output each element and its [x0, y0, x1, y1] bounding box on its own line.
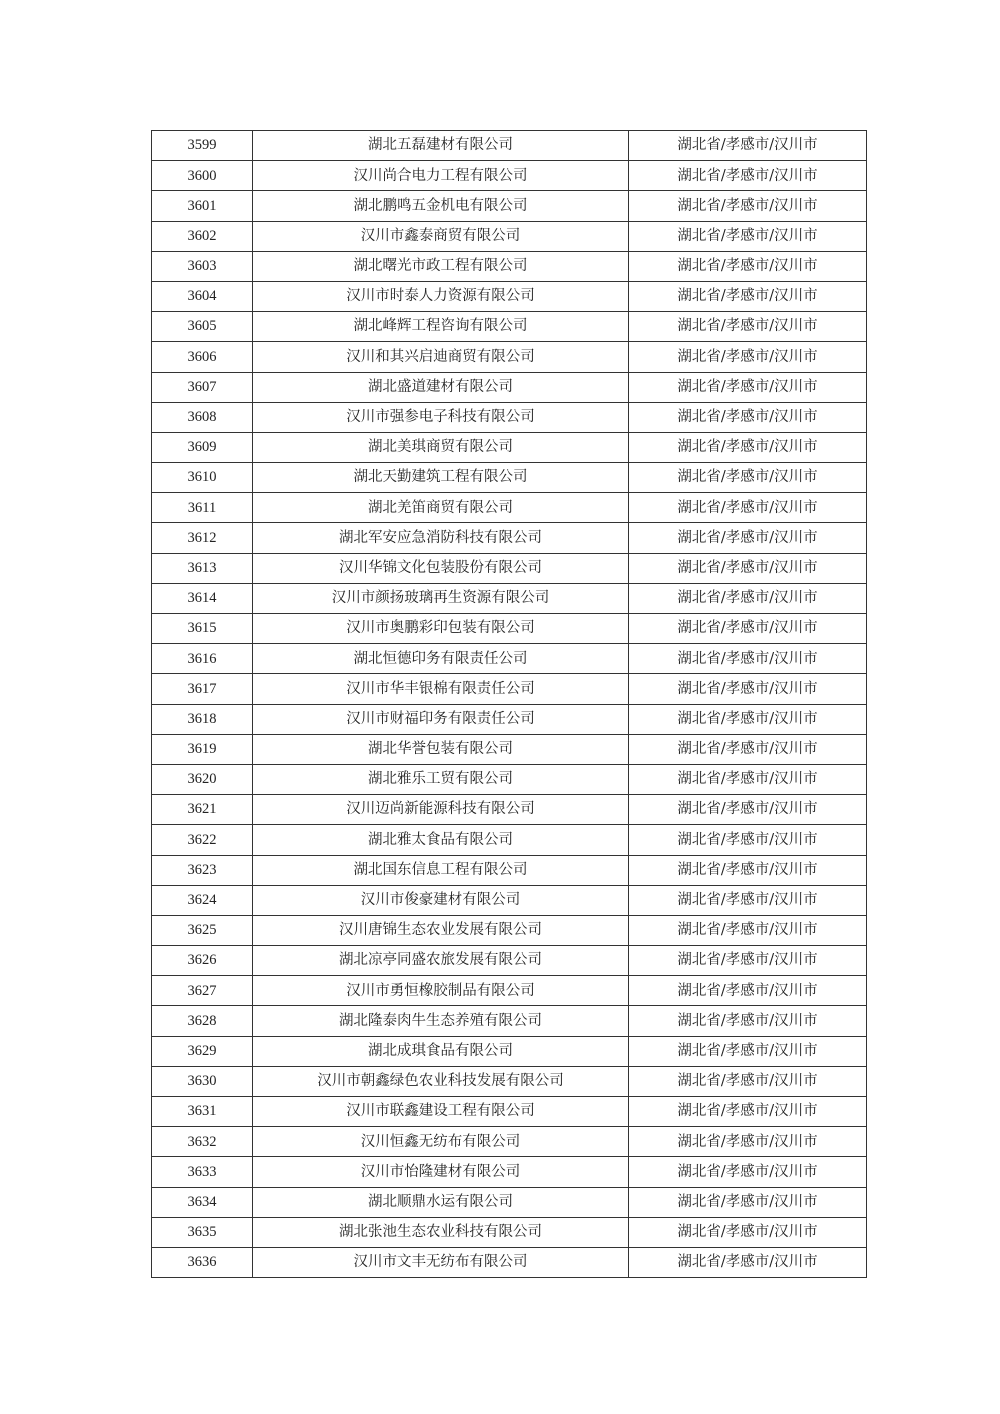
- region-cell: 湖北省/孝感市/汉川市: [629, 432, 867, 462]
- table-row: [152, 614, 867, 644]
- row-number-cell: 3634: [152, 1187, 253, 1217]
- region-cell: 湖北省/孝感市/汉川市: [629, 312, 867, 342]
- region-cell: 湖北省/孝感市/汉川市: [629, 131, 867, 161]
- table-row: [152, 342, 867, 372]
- row-number-cell: 3635: [152, 1217, 253, 1247]
- region-cell: 湖北省/孝感市/汉川市: [629, 644, 867, 674]
- row-number-cell: 3600: [152, 161, 253, 191]
- company-name-cell: 汉川市鑫泰商贸有限公司: [253, 221, 629, 251]
- table-row: [152, 704, 867, 734]
- row-number-cell: 3611: [152, 493, 253, 523]
- row-number-cell: 3621: [152, 795, 253, 825]
- table-row: [152, 1097, 867, 1127]
- company-name-cell: 湖北华誉包装有限公司: [253, 734, 629, 764]
- region-cell: 湖北省/孝感市/汉川市: [629, 251, 867, 281]
- table-row: [152, 312, 867, 342]
- row-number-cell: 3612: [152, 523, 253, 553]
- company-name-cell: 湖北美琪商贸有限公司: [253, 432, 629, 462]
- table-row: [152, 644, 867, 674]
- region-cell: 湖北省/孝感市/汉川市: [629, 1187, 867, 1217]
- company-name-cell: 汉川市怡隆建材有限公司: [253, 1157, 629, 1187]
- company-name-cell: 湖北羌笛商贸有限公司: [253, 493, 629, 523]
- region-cell: 湖北省/孝感市/汉川市: [629, 976, 867, 1006]
- region-cell: 湖北省/孝感市/汉川市: [629, 402, 867, 432]
- region-cell: 湖北省/孝感市/汉川市: [629, 1036, 867, 1066]
- row-number-cell: 3619: [152, 734, 253, 764]
- company-name-cell: 汉川唐锦生态农业发展有限公司: [253, 915, 629, 945]
- row-number-cell: 3633: [152, 1157, 253, 1187]
- table-row: [152, 946, 867, 976]
- row-number-cell: 3628: [152, 1006, 253, 1036]
- row-number-cell: 3599: [152, 131, 253, 161]
- region-cell: 湖北省/孝感市/汉川市: [629, 946, 867, 976]
- row-number-cell: 3627: [152, 976, 253, 1006]
- region-cell: 湖北省/孝感市/汉川市: [629, 161, 867, 191]
- table-row: [152, 161, 867, 191]
- row-number-cell: 3617: [152, 674, 253, 704]
- table-row: [152, 281, 867, 311]
- table-row: [152, 432, 867, 462]
- table-row: [152, 402, 867, 432]
- row-number-cell: 3618: [152, 704, 253, 734]
- company-name-cell: 湖北雅太食品有限公司: [253, 825, 629, 855]
- table-row: [152, 795, 867, 825]
- company-name-cell: 湖北凉亭同盛农旅发展有限公司: [253, 946, 629, 976]
- region-cell: 湖北省/孝感市/汉川市: [629, 1006, 867, 1036]
- region-cell: 湖北省/孝感市/汉川市: [629, 553, 867, 583]
- company-name-cell: 汉川市强参电子科技有限公司: [253, 402, 629, 432]
- company-name-cell: 汉川和其兴启迪商贸有限公司: [253, 342, 629, 372]
- row-number-cell: 3603: [152, 251, 253, 281]
- region-cell: 湖北省/孝感市/汉川市: [629, 1097, 867, 1127]
- company-name-cell: 湖北天勤建筑工程有限公司: [253, 463, 629, 493]
- table-row: [152, 1247, 867, 1277]
- table-row: [152, 1127, 867, 1157]
- table-row: [152, 1217, 867, 1247]
- company-name-cell: 湖北五磊建材有限公司: [253, 131, 629, 161]
- company-name-cell: 汉川恒鑫无纺布有限公司: [253, 1127, 629, 1157]
- company-name-cell: 汉川迈尚新能源科技有限公司: [253, 795, 629, 825]
- row-number-cell: 3610: [152, 463, 253, 493]
- company-name-cell: 湖北隆泰肉牛生态养殖有限公司: [253, 1006, 629, 1036]
- row-number-cell: 3609: [152, 432, 253, 462]
- row-number-cell: 3616: [152, 644, 253, 674]
- row-number-cell: 3615: [152, 614, 253, 644]
- table-row: [152, 734, 867, 764]
- company-name-cell: 湖北国东信息工程有限公司: [253, 855, 629, 885]
- table-row: [152, 825, 867, 855]
- region-cell: 湖北省/孝感市/汉川市: [629, 704, 867, 734]
- row-number-cell: 3630: [152, 1066, 253, 1096]
- company-name-cell: 湖北峰辉工程咨询有限公司: [253, 312, 629, 342]
- row-number-cell: 3605: [152, 312, 253, 342]
- company-name-cell: 汉川市颜扬玻璃再生资源有限公司: [253, 583, 629, 613]
- row-number-cell: 3614: [152, 583, 253, 613]
- table-row: [152, 855, 867, 885]
- table-row: [152, 191, 867, 221]
- company-list-table: [151, 130, 867, 1278]
- row-number-cell: 3625: [152, 915, 253, 945]
- table-row: [152, 523, 867, 553]
- table-row: [152, 493, 867, 523]
- table-row: [152, 915, 867, 945]
- table-row: [152, 372, 867, 402]
- region-cell: 湖北省/孝感市/汉川市: [629, 221, 867, 251]
- row-number-cell: 3629: [152, 1036, 253, 1066]
- table-row: [152, 764, 867, 794]
- region-cell: 湖北省/孝感市/汉川市: [629, 1157, 867, 1187]
- region-cell: 湖北省/孝感市/汉川市: [629, 523, 867, 553]
- region-cell: 湖北省/孝感市/汉川市: [629, 583, 867, 613]
- row-number-cell: 3601: [152, 191, 253, 221]
- region-cell: 湖北省/孝感市/汉川市: [629, 191, 867, 221]
- table-row: [152, 463, 867, 493]
- row-number-cell: 3632: [152, 1127, 253, 1157]
- row-number-cell: 3631: [152, 1097, 253, 1127]
- region-cell: 湖北省/孝感市/汉川市: [629, 1066, 867, 1096]
- region-cell: 湖北省/孝感市/汉川市: [629, 674, 867, 704]
- region-cell: 湖北省/孝感市/汉川市: [629, 463, 867, 493]
- row-number-cell: 3604: [152, 281, 253, 311]
- company-name-cell: 汉川市时泰人力资源有限公司: [253, 281, 629, 311]
- company-name-cell: 湖北军安应急消防科技有限公司: [253, 523, 629, 553]
- row-number-cell: 3636: [152, 1247, 253, 1277]
- table-row: [152, 1006, 867, 1036]
- table-row: [152, 553, 867, 583]
- table-row: [152, 251, 867, 281]
- table-row: [152, 583, 867, 613]
- company-name-cell: 湖北雅乐工贸有限公司: [253, 764, 629, 794]
- table-row: [152, 885, 867, 915]
- row-number-cell: 3624: [152, 885, 253, 915]
- row-number-cell: 3608: [152, 402, 253, 432]
- region-cell: 湖北省/孝感市/汉川市: [629, 734, 867, 764]
- table-row: [152, 131, 867, 161]
- company-name-cell: 汉川市勇恒橡胶制品有限公司: [253, 976, 629, 1006]
- company-name-cell: 汉川市文丰无纺布有限公司: [253, 1247, 629, 1277]
- company-name-cell: 湖北盛道建材有限公司: [253, 372, 629, 402]
- company-name-cell: 湖北张池生态农业科技有限公司: [253, 1217, 629, 1247]
- company-name-cell: 汉川市华丰银棉有限责任公司: [253, 674, 629, 704]
- row-number-cell: 3606: [152, 342, 253, 372]
- row-number-cell: 3620: [152, 764, 253, 794]
- company-name-cell: 汉川市奥鹏彩印包装有限公司: [253, 614, 629, 644]
- region-cell: 湖北省/孝感市/汉川市: [629, 614, 867, 644]
- region-cell: 湖北省/孝感市/汉川市: [629, 1247, 867, 1277]
- table-body: [152, 131, 867, 1278]
- row-number-cell: 3613: [152, 553, 253, 583]
- region-cell: 湖北省/孝感市/汉川市: [629, 281, 867, 311]
- region-cell: 湖北省/孝感市/汉川市: [629, 342, 867, 372]
- company-name-cell: 湖北鹏鸣五金机电有限公司: [253, 191, 629, 221]
- region-cell: 湖北省/孝感市/汉川市: [629, 372, 867, 402]
- table-row: [152, 674, 867, 704]
- company-name-cell: 汉川尚合电力工程有限公司: [253, 161, 629, 191]
- row-number-cell: 3622: [152, 825, 253, 855]
- company-name-cell: 湖北顺鼎水运有限公司: [253, 1187, 629, 1217]
- company-name-cell: 汉川市财福印务有限责任公司: [253, 704, 629, 734]
- region-cell: 湖北省/孝感市/汉川市: [629, 795, 867, 825]
- company-name-cell: 湖北恒德印务有限责任公司: [253, 644, 629, 674]
- row-number-cell: 3623: [152, 855, 253, 885]
- region-cell: 湖北省/孝感市/汉川市: [629, 855, 867, 885]
- region-cell: 湖北省/孝感市/汉川市: [629, 885, 867, 915]
- table-row: [152, 221, 867, 251]
- table-row: [152, 1187, 867, 1217]
- region-cell: 湖北省/孝感市/汉川市: [629, 825, 867, 855]
- company-name-cell: 湖北曙光市政工程有限公司: [253, 251, 629, 281]
- table-row: [152, 976, 867, 1006]
- company-name-cell: 汉川华锦文化包装股份有限公司: [253, 553, 629, 583]
- region-cell: 湖北省/孝感市/汉川市: [629, 764, 867, 794]
- region-cell: 湖北省/孝感市/汉川市: [629, 915, 867, 945]
- row-number-cell: 3607: [152, 372, 253, 402]
- region-cell: 湖北省/孝感市/汉川市: [629, 1127, 867, 1157]
- region-cell: 湖北省/孝感市/汉川市: [629, 493, 867, 523]
- table-row: [152, 1036, 867, 1066]
- table-row: [152, 1066, 867, 1096]
- company-name-cell: 汉川市联鑫建设工程有限公司: [253, 1097, 629, 1127]
- company-name-cell: 湖北成琪食品有限公司: [253, 1036, 629, 1066]
- company-name-cell: 汉川市俊豪建材有限公司: [253, 885, 629, 915]
- company-name-cell: 汉川市朝鑫绿色农业科技发展有限公司: [253, 1066, 629, 1096]
- row-number-cell: 3626: [152, 946, 253, 976]
- row-number-cell: 3602: [152, 221, 253, 251]
- region-cell: 湖北省/孝感市/汉川市: [629, 1217, 867, 1247]
- table-row: [152, 1157, 867, 1187]
